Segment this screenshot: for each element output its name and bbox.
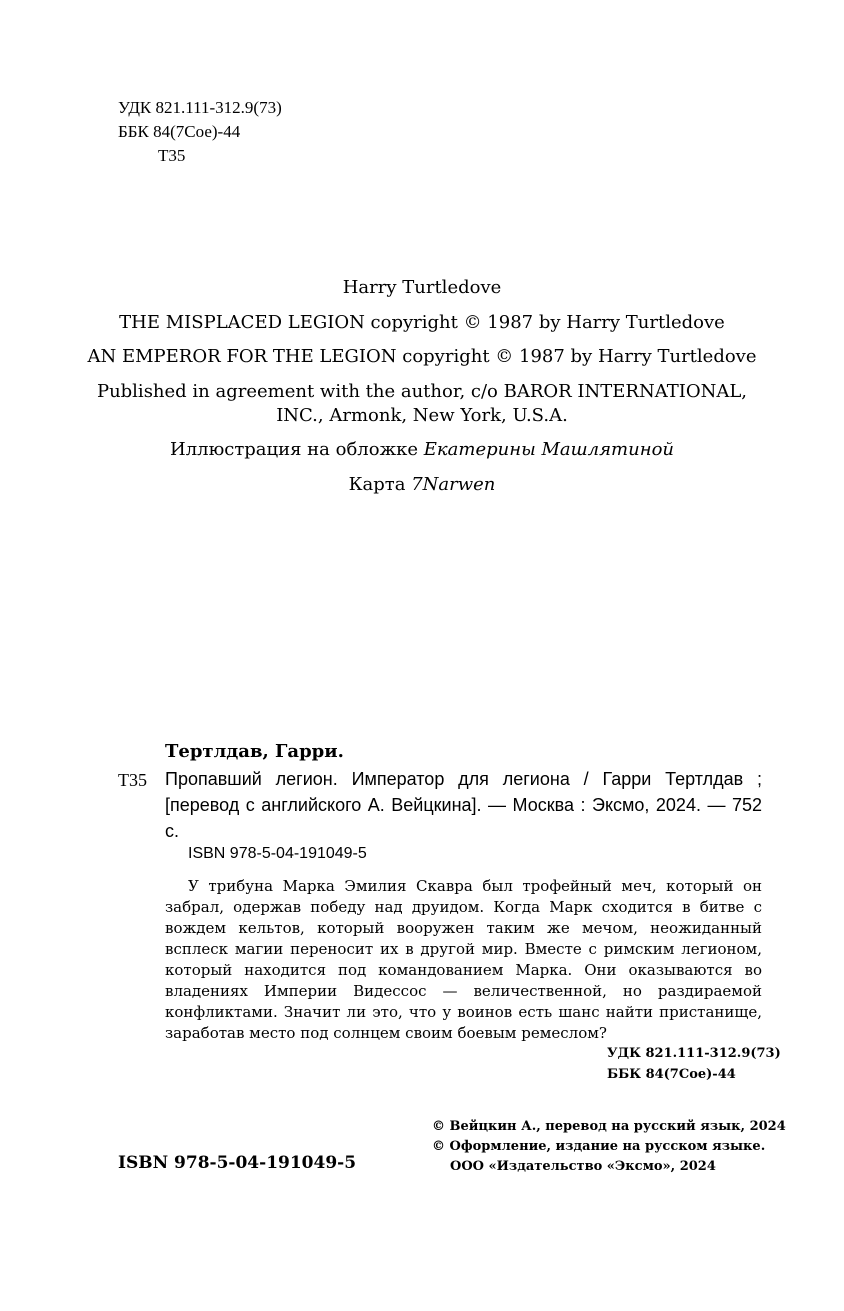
copyright-publisher: ООО «Издательство «Эксмо», 2024: [450, 1159, 716, 1174]
illustration-credit: [0, 439, 844, 460]
bottom-udk: УДК 821.111-312.9(73): [607, 1046, 781, 1061]
bbk-code: ББК 84(7Сое)-44: [118, 122, 241, 141]
bottom-classification: [607, 1043, 781, 1085]
map-credit: [0, 474, 844, 495]
bottom-copyrights: [432, 1117, 786, 1177]
isbn-main: ISBN 978-5-04-191049-5: [118, 1153, 357, 1173]
classification-block: [118, 96, 282, 168]
annotation: [165, 876, 762, 1044]
copyright-design: © Оформление, издание на русском языке.: [432, 1139, 766, 1154]
catalog-description-text: Пропавший легион. Император для легиона / Гарри Тертлдав ; [перевод с английского А. Вейцкина]. — Москва : Эксмо, 2024. — 752 с.: [165, 769, 762, 841]
catalog-isbn: ISBN 978-5-04-191049-5: [188, 845, 367, 862]
catalog-sign: Т35: [118, 770, 147, 790]
map-author-name: 7Narwen: [411, 474, 496, 495]
original-author: Harry Turtledove: [342, 277, 502, 298]
annotation-text: У трибуна Марка Эмилия Скавра был трофейный меч, который он забрал, одержав победу над друидом. Когда Марк сходится в битве с вождем кельтов, который вооружен таким же мечом, неожиданный всплеск магии переносит их в другой мир. Вместе с римским легионом, который находится под командованием Марка. Они оказываются во владениях Империи Видессос — величественной, но раздираемой конфликтами. Значит ли это, что у воинов есть шанс найти пристанище, заработав место под солнцем своим боевым ремеслом?: [165, 877, 762, 1042]
publication-agreement-1: Published in agreement with the author, c/o BAROR INTERNATIONAL,: [96, 381, 748, 402]
catalog-author-heading: Тертлдав, Гарри.: [165, 741, 344, 762]
bottom-bbk: ББК 84(7Сое)-44: [607, 1067, 736, 1082]
illustrator-name: Екатерины Машлятиной: [423, 439, 674, 460]
catalog-description: [165, 766, 762, 844]
map-credit-prefix: Карта: [348, 474, 412, 495]
copyright-translation: © Вейцкин А., перевод на русский язык, 2024: [432, 1119, 786, 1134]
illustration-credit-prefix: Иллюстрация на обложке: [170, 439, 424, 460]
author-sign: Т35: [158, 146, 186, 165]
udk-code: УДК 821.111-312.9(73): [118, 98, 282, 117]
publication-agreement-2: INC., Armonk, New York, U.S.A.: [276, 405, 568, 426]
copyright-line-2: AN EMPEROR FOR THE LEGION copyright © 1987 by Harry Turtledove: [87, 346, 757, 367]
copyright-line-1: THE MISPLACED LEGION copyright © 1987 by Harry Turtledove: [119, 312, 725, 333]
